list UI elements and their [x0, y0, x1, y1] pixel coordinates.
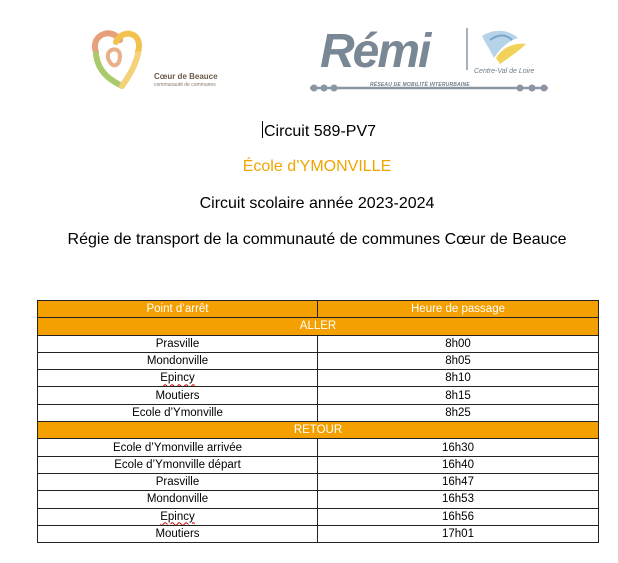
- stop-cell: Ecole d’Ymonville arrivée: [38, 439, 318, 456]
- stop-cell: [38, 370, 318, 387]
- section-row-retour: [38, 422, 599, 439]
- schedule-table: [37, 300, 599, 543]
- stop-cell: Mondonville: [38, 491, 318, 508]
- stop-cell: Ecole d’Ymonville: [38, 404, 318, 421]
- operator-title: Régie de transport de la communauté de communes Cœur de Beauce: [67, 231, 567, 248]
- time-cell: 8h15: [318, 387, 599, 404]
- time-cell: 8h25: [318, 404, 599, 421]
- coeur-de-beauce-name: Cœur de Beauce: [154, 72, 218, 81]
- table-row: [38, 491, 599, 508]
- remi-wordmark: Rémi: [320, 25, 430, 78]
- stop-cell: Ecole d’Ymonville départ: [38, 456, 318, 473]
- time-cell: 16h53: [318, 491, 599, 508]
- table-row: [38, 335, 599, 352]
- stop-name: Epincy: [160, 372, 195, 385]
- stop-cell: [38, 508, 318, 525]
- time-cell: 16h30: [318, 439, 599, 456]
- table-row: [38, 404, 599, 421]
- time-cell: 17h01: [318, 525, 599, 542]
- table-row: [38, 370, 599, 387]
- circuit-title: [10, 121, 618, 141]
- table-header-row: [38, 301, 599, 318]
- column-header-time: Heure de passage: [318, 301, 599, 318]
- stop-cell: Prasville: [38, 473, 318, 490]
- school-year-title: Circuit scolaire année 2023-2024: [199, 195, 435, 212]
- stop-cell: Moutiers: [38, 387, 318, 404]
- coeur-de-beauce-logo: [86, 22, 226, 92]
- stop-cell: Moutiers: [38, 525, 318, 542]
- table-row: [38, 456, 599, 473]
- table-row: [38, 525, 599, 542]
- time-cell: 8h00: [318, 335, 599, 352]
- time-cell: 16h40: [318, 456, 599, 473]
- stop-cell: Prasville: [38, 335, 318, 352]
- region-name: Centre-Val de Loire: [474, 68, 535, 75]
- time-cell: 16h56: [318, 508, 599, 525]
- section-row-aller: [38, 318, 599, 335]
- time-cell: 8h10: [318, 370, 599, 387]
- time-cell: 8h05: [318, 352, 599, 369]
- table-row: [38, 387, 599, 404]
- remi-logo: [304, 18, 552, 96]
- coeur-de-beauce-emblem-icon: [86, 22, 156, 92]
- section-label-retour: RETOUR: [38, 422, 599, 439]
- table-row: [38, 508, 599, 525]
- table-row: [38, 439, 599, 456]
- remi-tagline: RÉSEAU DE MOBILITÉ INTERURBAINE: [370, 82, 470, 88]
- stop-cell: Mondonville: [38, 352, 318, 369]
- circuit-title-text: Circuit 589-PV7: [263, 123, 377, 140]
- table-row: [38, 352, 599, 369]
- table-row: [38, 473, 599, 490]
- stop-name: Epincy: [160, 510, 195, 523]
- column-header-stop: Point d’arrêt: [38, 301, 318, 318]
- time-cell: 16h47: [318, 473, 599, 490]
- school-title: École d’YMONVILLE: [242, 158, 392, 175]
- text-cursor: [262, 121, 263, 138]
- section-label-aller: ALLER: [38, 318, 599, 335]
- coeur-de-beauce-subtitle: communauté de communes: [154, 82, 216, 88]
